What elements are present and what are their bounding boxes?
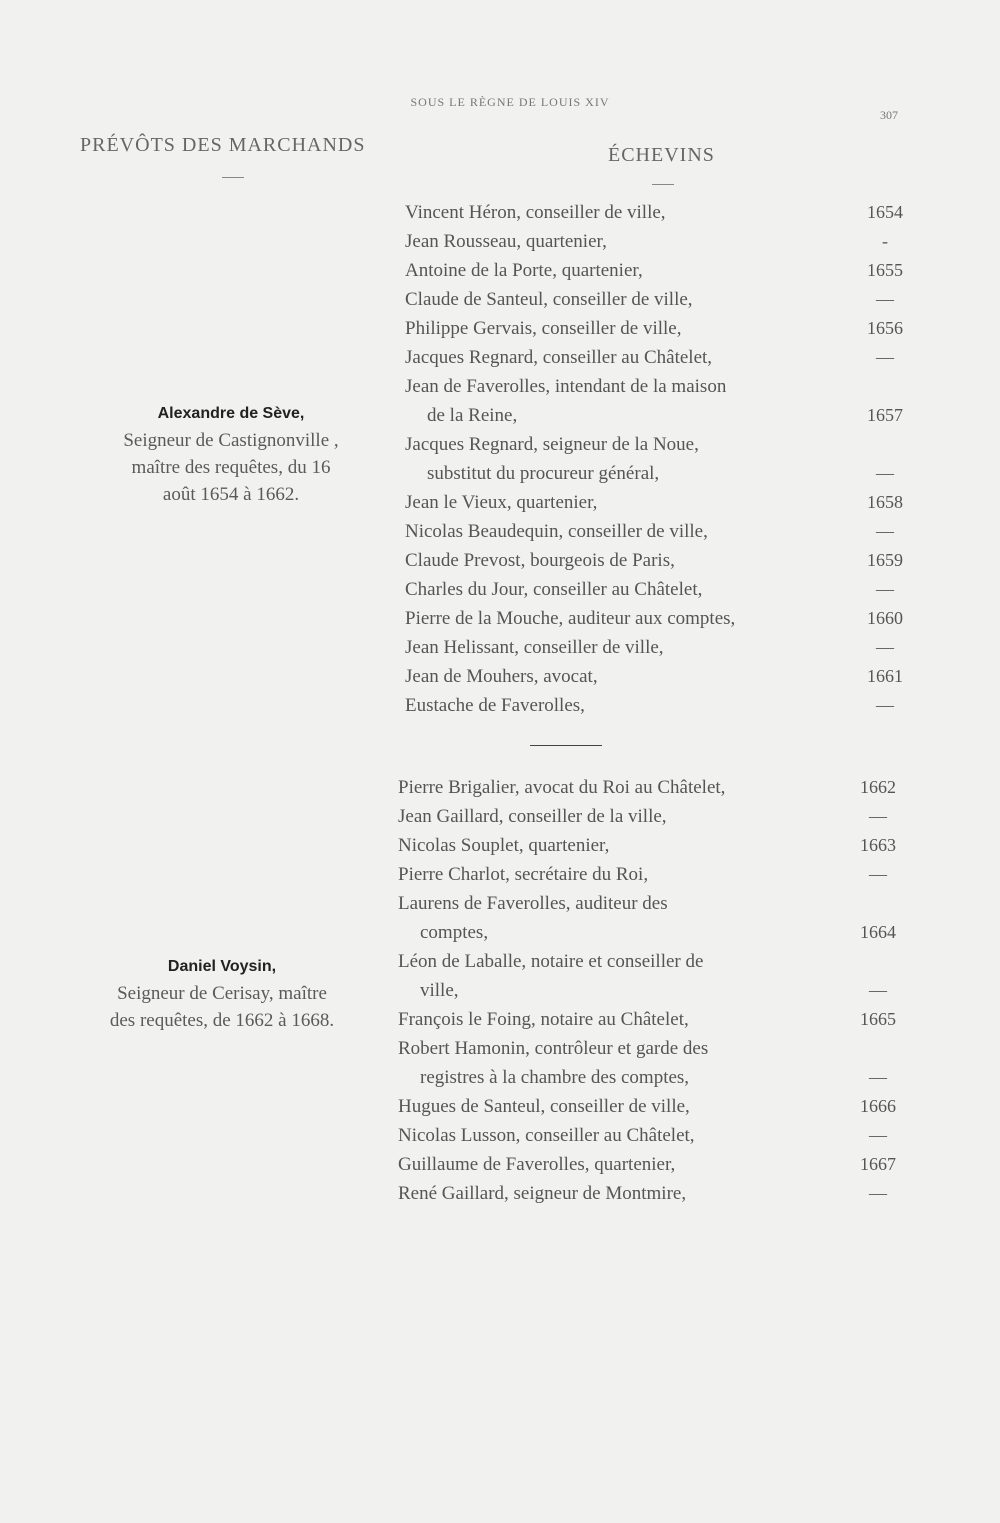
echevin-text: Claude Prevost, bourgeois de Paris, — [405, 550, 675, 571]
echevin-year: 1661 — [867, 666, 903, 686]
right-title-dash — [652, 184, 674, 185]
echevin-year: — — [876, 289, 894, 309]
echevin-text: Jean le Vieux, quartenier, — [405, 492, 598, 513]
echevin-entry — [398, 889, 908, 947]
echevin-year: — — [876, 695, 894, 715]
echevin-year: 1654 — [867, 202, 903, 222]
echevin-text: Charles du Jour, conseiller au Châtelet, — [405, 579, 703, 600]
echevin-text: Jean de Faverolles, intendant de la maison — [405, 376, 727, 397]
right-column-title: ÉCHEVINS — [608, 144, 715, 166]
prevot-desc-line: Seigneur de Castignonville , — [123, 430, 339, 451]
echevin-year: 1664 — [860, 922, 896, 942]
echevin-year: 1657 — [867, 405, 903, 425]
echevin-text: Vincent Héron, conseiller de ville, — [405, 202, 666, 223]
echevin-text: Eustache de Faverolles, — [405, 695, 585, 716]
echevin-year: 1655 — [867, 260, 903, 280]
echevin-text: Hugues de Santeul, conseiller de ville, — [398, 1096, 690, 1117]
echevin-text: François le Foing, notaire au Châtelet, — [398, 1009, 689, 1030]
echevin-text-continuation: substitut du procureur général, — [427, 463, 660, 484]
echevin-entry — [398, 1179, 908, 1208]
echevin-text: Guillaume de Faverolles, quartenier, — [398, 1154, 676, 1175]
echevin-text: Laurens de Faverolles, auditeur des — [398, 893, 668, 914]
echevin-entry — [398, 860, 908, 889]
prevot-1 — [72, 400, 390, 508]
echevin-entry — [398, 947, 908, 1005]
echevin-text: Nicolas Beaudequin, conseiller de ville, — [405, 521, 708, 542]
left-title-dash — [222, 177, 244, 178]
echevin-text: Léon de Laballe, notaire et conseiller de — [398, 951, 704, 972]
echevin-entry — [398, 802, 908, 831]
prevot-2 — [62, 953, 382, 1034]
echevin-text: Jean de Mouhers, avocat, — [405, 666, 598, 687]
echevin-text: Jacques Regnard, conseiller au Châtelet, — [405, 347, 713, 368]
echevin-text: Robert Hamonin, contrôleur et garde des — [398, 1038, 709, 1059]
prevot-desc-line: maître des requêtes, du 16 — [131, 457, 331, 478]
echevin-text: Jean Helissant, conseiller de ville, — [405, 637, 664, 658]
echevin-entry — [405, 256, 915, 285]
echevin-year: — — [869, 806, 887, 826]
prevot-desc-line: août 1654 à 1662. — [162, 484, 300, 505]
prevot-name: Daniel Voysin, — [167, 958, 277, 975]
echevin-text: Antoine de la Porte, quartenier, — [405, 260, 643, 281]
echevin-year: — — [869, 1183, 887, 1203]
echevin-year: — — [876, 347, 894, 367]
echevin-year: — — [869, 1125, 887, 1145]
echevin-entry — [405, 691, 915, 720]
echevin-entry — [398, 1150, 908, 1179]
echevin-entry — [405, 430, 915, 488]
echevin-text-continuation: registres à la chambre des comptes, — [420, 1067, 690, 1088]
echevin-year: 1658 — [867, 492, 903, 512]
echevin-year: — — [869, 1067, 887, 1087]
echevin-year: — — [869, 864, 887, 884]
echevin-text: Nicolas Souplet, quartenier, — [398, 835, 610, 856]
page-number: 307 — [880, 108, 898, 122]
echevin-year: 1659 — [867, 550, 903, 570]
echevin-text: Pierre de la Mouche, auditeur aux comptes, — [405, 608, 736, 629]
left-column-title: PRÉVÔTS DES MARCHANDS — [80, 134, 366, 156]
echevin-entry — [398, 1005, 908, 1034]
echevin-year: — — [876, 637, 894, 657]
echevin-year: — — [869, 980, 887, 1000]
echevin-year: 1656 — [867, 318, 903, 338]
echevins-list-1 — [405, 198, 915, 720]
prevot-desc-line: Seigneur de Cerisay, maître — [117, 983, 327, 1004]
echevins-list-2 — [398, 773, 908, 1208]
echevin-entry — [405, 227, 915, 256]
echevin-text: Claude de Santeul, conseiller de ville, — [405, 289, 693, 310]
echevin-year: — — [876, 521, 894, 541]
echevin-entry — [405, 198, 915, 227]
echevin-entry — [398, 831, 908, 860]
echevin-entry — [405, 314, 915, 343]
section-separator — [530, 745, 602, 746]
echevin-text-continuation: de la Reine, — [427, 405, 518, 426]
echevin-entry — [405, 285, 915, 314]
echevin-year: - — [882, 231, 888, 251]
echevin-year: 1662 — [860, 777, 896, 797]
echevin-entry — [398, 1034, 908, 1092]
echevin-text: Jean Rousseau, quartenier, — [405, 231, 607, 252]
echevin-year: 1665 — [860, 1009, 896, 1029]
echevin-text-continuation: ville, — [420, 980, 459, 1001]
echevin-year: 1660 — [867, 608, 903, 628]
echevin-year: — — [876, 463, 894, 483]
echevin-entry — [405, 575, 915, 604]
echevin-entry — [398, 773, 908, 802]
echevin-text: Jean Gaillard, conseiller de la ville, — [398, 806, 667, 827]
echevin-entry — [405, 372, 915, 430]
echevin-text: Pierre Charlot, secrétaire du Roi, — [398, 864, 649, 885]
echevin-year: 1666 — [860, 1096, 896, 1116]
echevin-text: Nicolas Lusson, conseiller au Châtelet, — [398, 1125, 695, 1146]
echevin-text-continuation: comptes, — [420, 922, 489, 943]
echevin-entry — [405, 546, 915, 575]
echevin-entry — [405, 343, 915, 372]
running-head: SOUS LE RÈGNE DE LOUIS XIV — [410, 95, 610, 109]
prevot-desc-line: des requêtes, de 1662 à 1668. — [109, 1010, 335, 1031]
prevot-name: Alexandre de Sève, — [157, 405, 305, 422]
echevin-entry — [405, 517, 915, 546]
echevin-text: Philippe Gervais, conseiller de ville, — [405, 318, 682, 339]
echevin-text: Jacques Regnard, seigneur de la Noue, — [405, 434, 699, 455]
echevin-entry — [405, 488, 915, 517]
echevin-entry — [405, 662, 915, 691]
echevin-year: 1667 — [860, 1154, 896, 1174]
echevin-text: René Gaillard, seigneur de Montmire, — [398, 1183, 687, 1204]
echevin-entry — [405, 633, 915, 662]
echevin-entry — [405, 604, 915, 633]
echevin-text: Pierre Brigalier, avocat du Roi au Châtelet, — [398, 777, 726, 798]
echevin-year: — — [876, 579, 894, 599]
echevin-entry — [398, 1092, 908, 1121]
echevin-entry — [398, 1121, 908, 1150]
echevin-year: 1663 — [860, 835, 896, 855]
